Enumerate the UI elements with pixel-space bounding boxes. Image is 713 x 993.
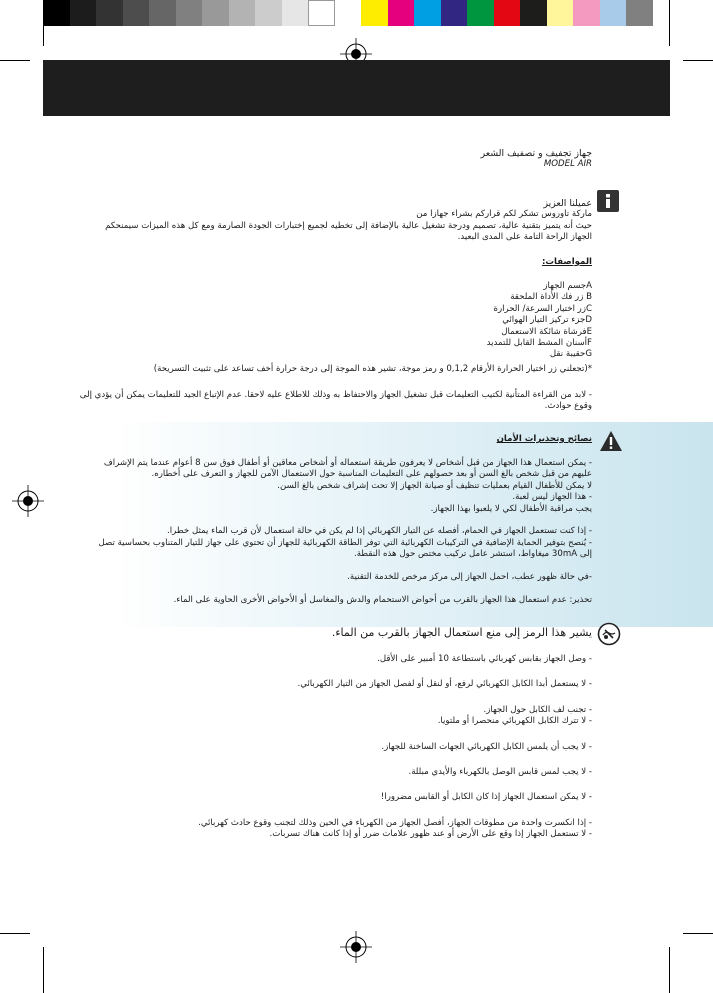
crop-mark bbox=[669, 947, 670, 993]
usage-item: - وصل الجهاز بقابس كهربائي باستطاعة 10 أمبير على الأقل. bbox=[377, 654, 592, 664]
specs-list bbox=[487, 281, 592, 361]
usage-item: - لا يستعمل أبدا الكابل الكهربائي لرفع، أو لنقل أو لفصل الجهاز من التيار الكهربائي. bbox=[297, 679, 592, 690]
usage-item: - لا تستعمل الجهاز إذا وقع على الأرض أو عند ظهور علامات ضرر أو إذا كانت هناك تسربات. bbox=[269, 829, 592, 840]
safety-item: - إذا كنت تستعمل الجهاز في الحمام، أفصله عن التيار الكهربائي إذا لم يكن في حالة استعمال لأن قرب الماء يمثل خطرا. bbox=[167, 526, 592, 537]
spec-item: Dجزء تركيز التيار الهوائي bbox=[502, 315, 592, 326]
header-banner bbox=[43, 60, 670, 116]
intro-section bbox=[72, 198, 592, 244]
color-swatch bbox=[202, 0, 229, 26]
intro-greeting: عميلنا العزيز bbox=[543, 198, 592, 209]
color-swatch bbox=[600, 0, 627, 26]
intro-line: الجهاز الراحة التامة على المدى البعيد. bbox=[457, 232, 592, 243]
usage-item: - لا يجب أن يلمس الكابل الكهربائي الجهات الساخنة للجهاز. bbox=[381, 741, 592, 752]
registration-mark-icon bbox=[340, 931, 372, 963]
safety-item: - هذا الجهاز ليس لعبة. bbox=[512, 492, 592, 503]
specs-heading: المواصفات: bbox=[541, 257, 592, 267]
crop-mark bbox=[669, 0, 670, 46]
safety-heading: نصائح وتحذيرات الأمان bbox=[496, 434, 592, 444]
usage-item: - تجنب لف الكابل حول الجهاز. bbox=[483, 704, 592, 715]
intro-line: حيث أنه يتميز بتقنية عالية، تصميم ودرجة تشغيل عالية بالإضافة إلى تخطيه لجميع إختبارات الجودة الصارمة ومع كل هذه الميزات سيمنحكم bbox=[105, 220, 592, 231]
safety-item: - يمكن استعمال هذا الجهاز من قبل أشخاص لا يعرفون طريقة استعماله أو أشخاص معاقين أو أطفال فوق سن 8 أعوام عندما يتم الإشراف عليهم من قبل شخص بالغ السن أو بعد حصولهم على التعليمات المناسبة حول الاستعمال الآمن للجهاز و التعرف على أخطاره. bbox=[103, 458, 592, 480]
instructions-note: - لابد من القراءة المتأنية لكتيب التعليمات قبل تشغيل الجهاز والاحتفاظ به وذلك للاطلاع عليه لاحقا. عدم الإتباع الجيد للتعليمات يمكن أن يؤدي إلى وقوع حوادث. bbox=[79, 390, 592, 412]
warning-icon bbox=[599, 430, 623, 452]
safety-item: لا يمكن للأطفال القيام بعمليات تنظيف أو صيانة الجهاز إلا تحت إشراف شخص بالغ السن. bbox=[277, 480, 592, 491]
color-bar-grayscale bbox=[43, 0, 335, 26]
color-swatch bbox=[520, 0, 547, 26]
color-swatch bbox=[149, 0, 176, 26]
page-title: جهاز تجفيف و تصفيف الشعر bbox=[480, 148, 592, 159]
color-bar-process bbox=[361, 0, 653, 26]
usage-item: - إذا انكسرت واحدة من مطوقات الجهاز، أفصل الجهاز من الكهرباء في الحين وذلك لتجنب وقوع حادث كهربائي. bbox=[198, 817, 592, 828]
crop-mark bbox=[0, 60, 30, 61]
usage-item: - لا يجب لمس قابس الوصل بالكهرباء والأيدي مبللة. bbox=[408, 767, 592, 778]
color-swatch bbox=[414, 0, 441, 26]
no-water-icon bbox=[597, 622, 621, 646]
spec-item: Gحقيبة نقل bbox=[549, 349, 592, 360]
safety-item: - يُنصح بتوفير الحماية الإضافية في التركيبات الكهربائية التي توفر الطاقة الكهربائية للجهاز أن تحتوي على جهاز للتيار المتناوب بحساسية تصل إلى 30mA ميغاواط، استشر عامل تركيب مختص حول هذه النقطة. bbox=[98, 537, 592, 560]
safety-item: يجب مراقبة الأطفال لكي لا يلعبوا بهذا الجهاز. bbox=[430, 503, 592, 514]
crop-mark bbox=[43, 0, 44, 46]
color-swatch bbox=[388, 0, 415, 26]
crop-mark bbox=[683, 933, 713, 934]
usage-item: - لا يمكن استعمال الجهاز إذا كان الكابل أو القابس مضرورا! bbox=[380, 792, 592, 803]
color-swatch bbox=[441, 0, 468, 26]
color-swatch bbox=[123, 0, 150, 26]
color-swatch bbox=[43, 0, 70, 26]
safety-list bbox=[92, 458, 592, 618]
color-swatch bbox=[282, 0, 309, 26]
model-name: MODEL AIR bbox=[543, 159, 592, 169]
color-swatch bbox=[494, 0, 521, 26]
color-swatch bbox=[70, 0, 97, 26]
color-swatch bbox=[96, 0, 123, 26]
color-swatch bbox=[229, 0, 256, 26]
spec-item: Fأسنان المشط القابل للتمديد bbox=[486, 338, 592, 349]
usage-list bbox=[72, 654, 592, 855]
spec-item: Aجسم الجهاز bbox=[543, 281, 592, 291]
spec-item: B زر فك الأداة الملحقة bbox=[510, 292, 592, 303]
registration-mark-icon bbox=[12, 485, 44, 517]
color-swatch bbox=[361, 0, 388, 26]
color-swatch bbox=[626, 0, 653, 26]
color-swatch bbox=[573, 0, 600, 26]
spec-item: Cزر اختيار السرعة/ الحرارة bbox=[493, 303, 592, 314]
color-swatch bbox=[308, 0, 335, 26]
color-swatch bbox=[176, 0, 203, 26]
safety-item: تحذير: عدم استعمال هذا الجهاز بالقرب من أحواض الاستحمام والدش والمغاسل أو الأحواض الأخرى الحاوية على الماء. bbox=[173, 594, 592, 605]
info-icon bbox=[597, 190, 619, 212]
specs-note: *(تجعلني زر اختيار الحرارة الأرقام 0,1,2 و رمز موجة، تشير هذه الموجة إلى درجة حرارة أخف تساعد على تثبيت التسريحة) bbox=[153, 364, 592, 374]
usage-item: - لا تترك الكابل الكهربائي منحصرا أو ملتويا. bbox=[437, 716, 592, 727]
safety-item: -في حالة ظهور عطب، احمل الجهاز إلى مركز مرخص للخدمة التقنية. bbox=[347, 572, 592, 583]
color-swatch bbox=[547, 0, 574, 26]
color-swatch bbox=[255, 0, 282, 26]
water-symbol-text: يشير هذا الرمز إلى منع استعمال الجهاز بالقرب من الماء. bbox=[331, 626, 592, 639]
crop-mark bbox=[43, 947, 44, 993]
color-swatch bbox=[467, 0, 494, 26]
crop-mark bbox=[0, 933, 30, 934]
crop-mark bbox=[683, 60, 713, 61]
intro-line: ماركة تاوروس تشكر لكم قراركم بشراء جهازا من bbox=[416, 209, 592, 220]
spec-item: Eفرشاة شائكة الاستعمال bbox=[501, 326, 592, 337]
